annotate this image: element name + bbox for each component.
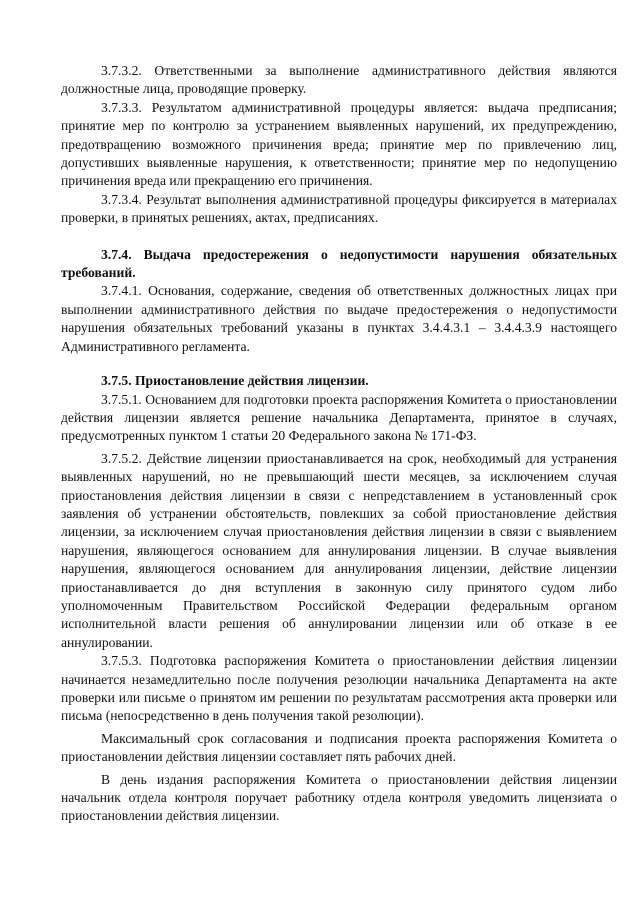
paragraph-3-7-3-3: 3.7.3.3. Результатом административной процедуры является: выдача предписания; принятие мер по контролю за устранением выявленных нарушений, их предупреждению, предотвращению возможного причинения вреда; принятие мер по привлечению лиц, допустивших выявленные нарушения, к ответственности; принятие мер по недопущению причинения вреда или прекращению его причинения.: [61, 99, 617, 189]
paragraph-3-7-4-1: 3.7.4.1. Основания, содержание, сведения об ответственных должностных лицах при выполнении административного действия по выдаче предостережения о недопустимости нарушения обязательных требований указаны в пунктах 3.4.4.3.1 – 3.4.4.3.9 настоящего Административного регламента.: [61, 283, 617, 354]
paragraph-3-7-3-2: 3.7.3.2. Ответственными за выполнение административного действия являются должностные лица, проводящие проверку.: [61, 63, 617, 97]
section-heading-3-7-4: 3.7.4. Выдача предостережения о недопустимости нарушения обязательных требований.: [61, 246, 617, 281]
section-heading-3-7-5: 3.7.5. Приостановление действия лицензии.: [101, 373, 369, 389]
paragraph-3-7-5-1: 3.7.5.1. Основанием для подготовки проекта распоряжения Комитета о приостановлении действия лицензии является решение начальника Департамента, принятое в случаях, предусмотренных пунктом 1 статьи 20 Федерального закона № 171-ФЗ.: [61, 391, 617, 444]
paragraph-max-term: Максимальный срок согласования и подписания проекта распоряжения Комитета о приостановлении действия лицензии составляет пять рабочих дней.: [61, 730, 617, 765]
paragraph-order-day: В день издания распоряжения Комитета о приостановлении действия лицензии начальник отдела контроля поручает работнику отдела контроля уведомить лицензиата о приостановлении действия лицензии.: [61, 771, 617, 824]
paragraph-3-7-5-2: 3.7.5.2. Действие лицензии приостанавливается на срок, необходимый для устранения выявленных нарушений, но не превышающий шести месяцев, за исключением случая приостановления действия лицензии в связи с непредставлением в установленный срок заявления об устранении обстоятельств, повлекших за собой приостановление действия лицензии, за исключением случая приостановления действия лицензии в связи с выявлением нарушения, являющегося основанием для аннулирования лицензии. В случае выявления нарушения, являющегося основанием для аннулирования лицензии, действие лицензии приостанавливается до дня вступления в законную силу принятого судом либо уполномоченным Правительством Российской Федерации федеральным органом исполнительной власти решения об аннулировании лицензии или об отказе в ее аннулировании.: [61, 450, 617, 650]
paragraph-3-7-5-3: 3.7.5.3. Подготовка распоряжения Комитета о приостановлении действия лицензии начинается незамедлительно после получения резолюции начальника Департамента на акте проверки или письме о принятом им решении по результатам рассмотрения акта проверки или письма (непосредственно в день получения такой резолюции).: [61, 653, 617, 724]
paragraph-3-7-3-4: 3.7.3.4. Результат выполнения административной процедуры фиксируется в материалах проверки, в принятых решениях, актах, предписаниях.: [61, 191, 617, 226]
document-page: [61, 62, 617, 826]
